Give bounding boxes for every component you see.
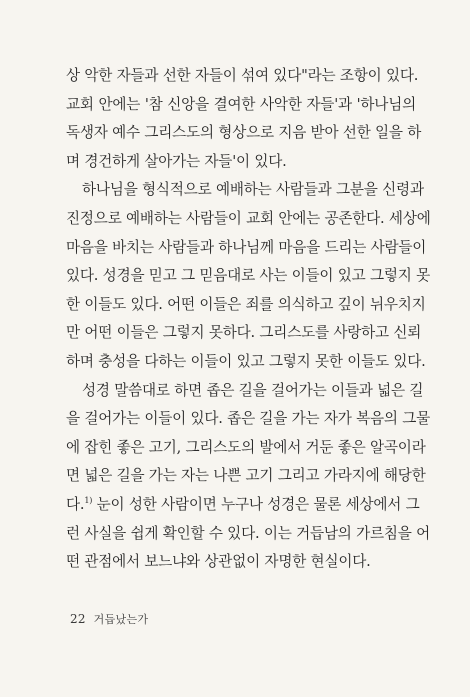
running-title: 거듭났는가 xyxy=(93,613,149,626)
text-line: 교회 안에는 '참 신앙을 결여한 사악한 자들'과 '하나님의 xyxy=(66,95,416,113)
text-segment: 눈이 성한 사람이면 누구나 성경은 물론 세상에서 그 xyxy=(96,495,420,513)
text-line: 런 사실을 쉽게 확인할 수 있다. 이는 거듭남의 가르침을 어 xyxy=(66,524,431,542)
text-line: 진정으로 예배하는 사람들이 교회 안에는 공존한다. 세상에 xyxy=(66,209,431,227)
text-line: 을 걸어가는 이들이 있다. 좁은 길을 가는 자가 복음의 그물 xyxy=(66,410,431,428)
text-line: 한 이들도 있다. 어떤 이들은 죄를 의식하고 깊이 뉘우치지 xyxy=(66,295,426,313)
text-line: 떤 관점에서 보느냐와 상관없이 자명한 현실이다. xyxy=(66,553,371,571)
text-line: 마음을 바치는 사람들과 하나님께 마음을 드리는 사람들이 xyxy=(66,238,427,256)
text-line: 하며 충성을 다하는 이들이 있고 그렇지 못한 이들도 있다. xyxy=(66,352,426,370)
page-body xyxy=(66,62,431,577)
text-line: 성경 말씀대로 하면 좁은 길을 걸어가는 이들과 넓은 길 xyxy=(82,381,424,399)
text-line: 있다. 성경을 믿고 그 믿음대로 사는 이들이 있고 그렇지 못 xyxy=(66,267,431,285)
text-line: 상 악한 자들과 선한 자들이 섞여 있다"라는 조항이 있다. xyxy=(66,67,419,84)
text-line: 며 경건하게 살아가는 자들'이 있다. xyxy=(66,152,287,170)
text-line-with-footnote xyxy=(66,491,420,520)
page-footer xyxy=(70,611,148,627)
text-line: 만 어떤 이들은 그렇지 못하다. 그리스도를 사랑하고 신뢰 xyxy=(66,324,422,342)
footnote-marker: 1) xyxy=(84,496,93,506)
page-number: 22 xyxy=(70,612,86,626)
text-line: 에 잡힌 좋은 고기, 그리스도의 발에서 거둔 좋은 알곡이라 xyxy=(66,438,426,456)
text-line: 하나님을 형식적으로 예배하는 사람들과 그분을 신령과 xyxy=(82,181,424,199)
text-line: 면 넓은 길을 가는 자는 나쁜 고기 그리고 가라지에 해당한 xyxy=(66,467,426,485)
text-line: 독생자 예수 그리스도의 형상으로 지음 받아 선한 일을 하 xyxy=(66,124,422,142)
text-segment: 다. xyxy=(66,495,85,513)
